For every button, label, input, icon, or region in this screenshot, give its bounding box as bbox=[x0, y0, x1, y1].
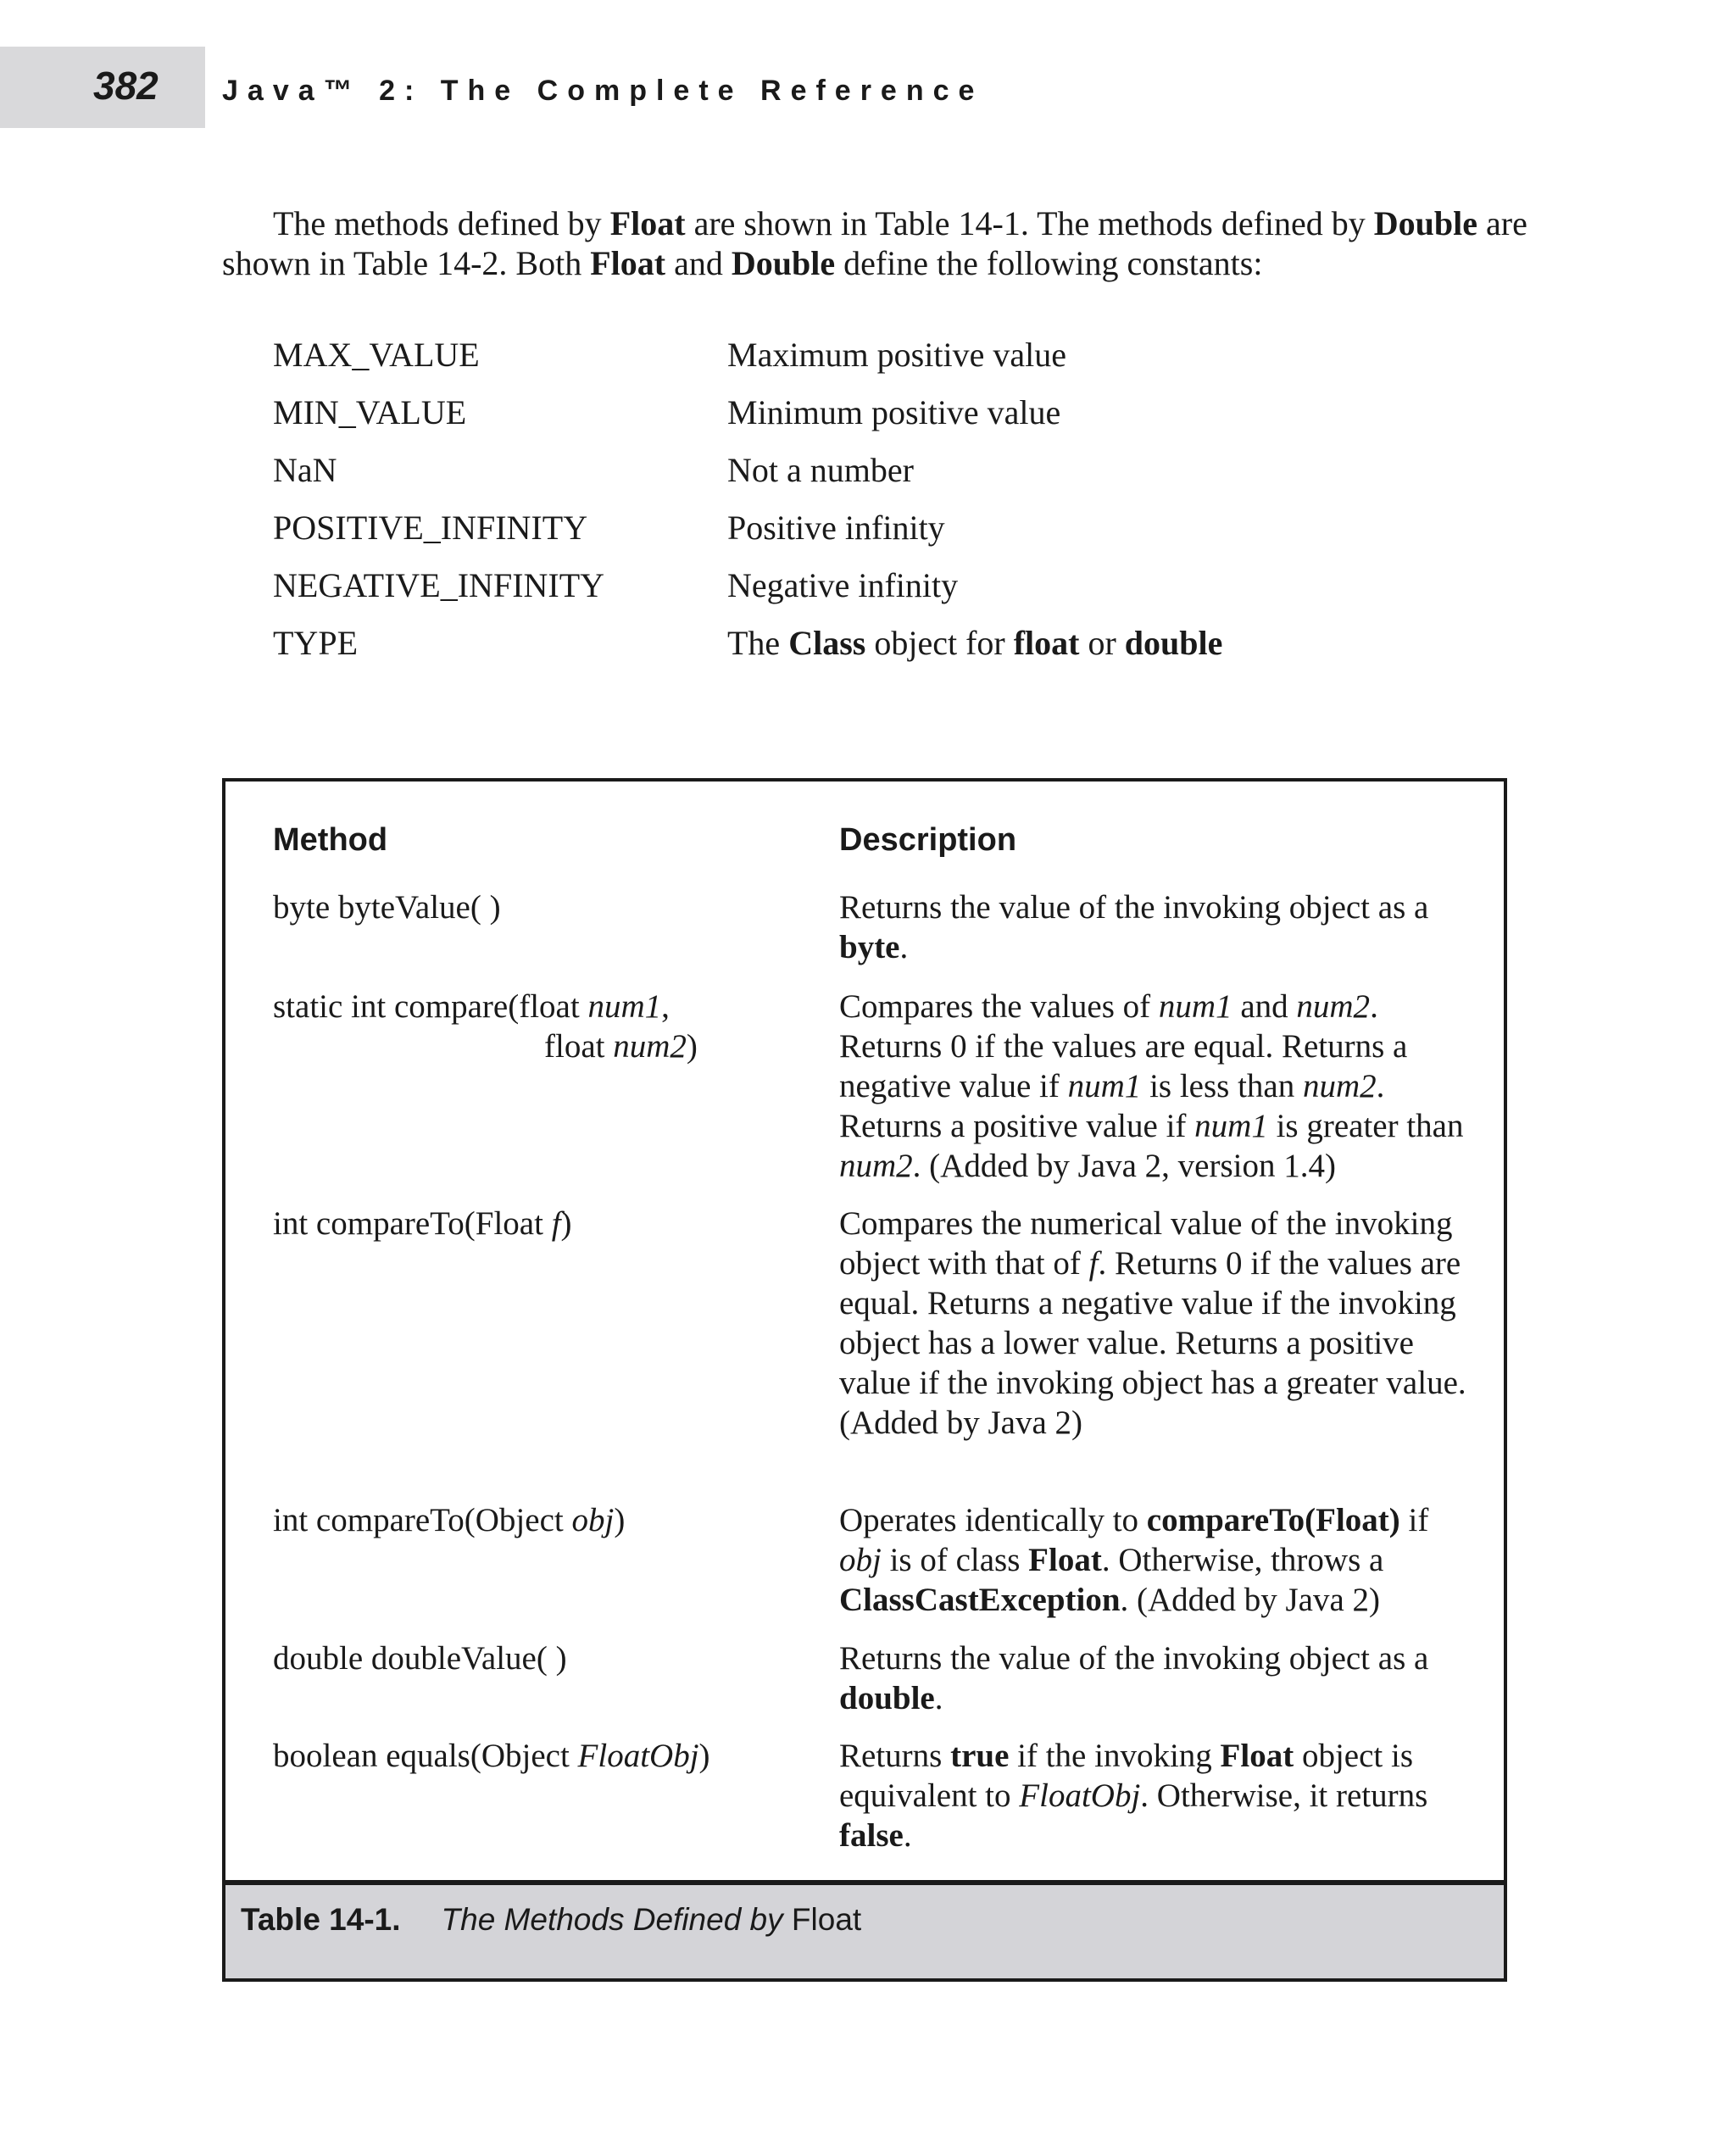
constant-desc: Positive infinity bbox=[727, 509, 945, 547]
constants-list bbox=[273, 335, 1375, 681]
table-rows bbox=[225, 887, 1504, 1872]
method-signature: static int compare(float num1, float num2) bbox=[273, 988, 698, 1065]
table-caption: Table 14-1. The Methods Defined by Float bbox=[241, 1902, 862, 1937]
column-header-description: Description bbox=[839, 822, 1017, 858]
constant-name: NEGATIVE_INFINITY bbox=[273, 566, 605, 604]
constant-row bbox=[273, 508, 1375, 565]
constant-row bbox=[273, 335, 1375, 392]
method-description: Returns the value of the invoking object as a byte. bbox=[839, 889, 1429, 965]
constant-name: MIN_VALUE bbox=[273, 393, 467, 431]
method-signature: double doubleValue( ) bbox=[273, 1640, 567, 1677]
table-row bbox=[225, 1736, 1504, 1872]
running-head: Java™ 2: The Complete Reference bbox=[222, 75, 984, 107]
table-row bbox=[225, 1500, 1504, 1638]
method-signature: byte byteValue( ) bbox=[273, 889, 501, 926]
constant-desc: Minimum positive value bbox=[727, 393, 1061, 431]
table-caption-bar bbox=[225, 1880, 1504, 1978]
method-description: Operates identically to compareTo(Float) if obj is of class Float. Otherwise, throws a ClassCastException. (Added by Java 2) bbox=[839, 1502, 1429, 1618]
constant-row bbox=[273, 450, 1375, 508]
method-description: Compares the numerical value of the invoking object with that of f. Returns 0 if the values are equal. Returns a negative value if the invoking object has a lower value. Returns a positive value if the invoking object has a greater value. (Added by Java 2) bbox=[839, 1205, 1466, 1441]
table-row bbox=[225, 987, 1504, 1204]
constant-name: POSITIVE_INFINITY bbox=[273, 509, 588, 547]
method-description: Returns the value of the invoking object as a double. bbox=[839, 1640, 1429, 1716]
method-signature: int compareTo(Float f) bbox=[273, 1205, 572, 1242]
table-row bbox=[225, 887, 1504, 987]
constant-name: MAX_VALUE bbox=[273, 336, 480, 374]
column-header-method: Method bbox=[273, 822, 388, 858]
methods-table bbox=[222, 778, 1507, 1982]
table-row bbox=[225, 1638, 1504, 1736]
constant-name: NaN bbox=[273, 451, 337, 489]
constant-row bbox=[273, 565, 1375, 623]
method-signature: boolean equals(Object FloatObj) bbox=[273, 1738, 710, 1774]
table-row bbox=[225, 1204, 1504, 1500]
method-description: Returns true if the invoking Float object is equivalent to FloatObj. Otherwise, it returns false. bbox=[839, 1738, 1428, 1854]
constant-desc: Negative infinity bbox=[727, 566, 959, 604]
method-signature: int compareTo(Object obj) bbox=[273, 1502, 626, 1538]
constant-name: TYPE bbox=[273, 624, 358, 662]
constant-desc: The Class object for float or double bbox=[727, 624, 1223, 662]
constant-desc: Maximum positive value bbox=[727, 336, 1066, 374]
intro-paragraph: The methods defined by Float are shown in Table 14-1. The methods defined by Double are shown in Table 14-2. Both Float and Double define the following constants: bbox=[222, 204, 1527, 282]
constant-row bbox=[273, 392, 1375, 450]
page-number: 382 bbox=[93, 64, 159, 108]
constant-desc: Not a number bbox=[727, 451, 914, 489]
method-description: Compares the values of num1 and num2. Returns 0 if the values are equal. Returns a negative value if num1 is less than num2. Returns a positive value if num1 is greater than num2. (Added by Java 2, version 1.4) bbox=[839, 988, 1464, 1184]
constant-row bbox=[273, 623, 1375, 681]
